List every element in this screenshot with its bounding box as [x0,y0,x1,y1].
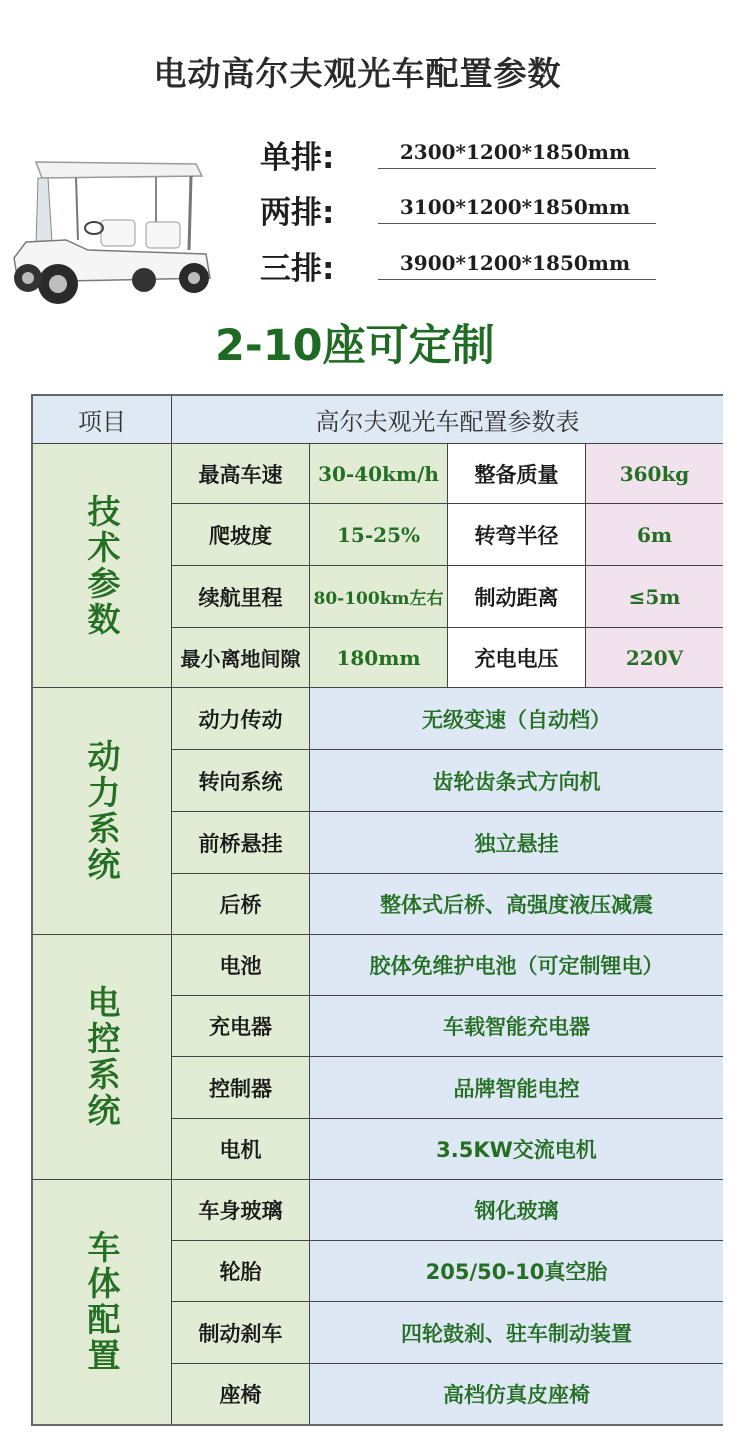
spec-value: 无级变速（自动档） [310,688,723,750]
spec-label: 动力传动 [172,688,310,750]
spec-label: 转向系统 [172,750,310,812]
spec-value: 3.5KW交流电机 [310,1119,723,1180]
spec-label: 电池 [172,935,310,996]
size-underline [378,168,656,169]
spec-value: 四轮鼓刹、驻车制动装置 [310,1302,723,1364]
spec-value: 高档仿真皮座椅 [310,1364,723,1424]
spec-label: 最高车速 [172,444,310,504]
spec-value: 齿轮齿条式方向机 [310,750,723,812]
spec-value: 独立悬挂 [310,812,723,874]
spec-value: 205/50-10真空胎 [310,1241,723,1302]
spec-value: ≤5m [586,566,723,628]
spec-value: 胶体免维护电池（可定制锂电） [310,935,723,996]
size-label: 三排: [260,251,335,287]
golf-cart-image [6,150,216,310]
spec-value: 车载智能充电器 [310,996,723,1057]
size-label: 两排: [260,195,335,231]
size-row-single [260,132,660,176]
spec-label: 车身玻璃 [172,1180,310,1241]
size-row-triple [260,243,660,287]
spec-label: 充电器 [172,996,310,1057]
spec-label: 轮胎 [172,1241,310,1302]
spec-label: 前桥悬挂 [172,812,310,874]
spec-label: 制动刹车 [172,1302,310,1364]
spec-value: 品牌智能电控 [310,1057,723,1119]
spec-value: 80-100km左右 [310,566,448,628]
header-item: 项目 [33,396,172,444]
category-power: 动力系统 [33,688,172,935]
size-underline [378,223,656,224]
size-value: 2300*1200*1850mm [399,140,631,164]
spec-value: 钢化玻璃 [310,1180,723,1241]
spec-label: 后桥 [172,874,310,935]
seats-heading: 2-10座可定制 [215,321,495,371]
spec-label: 整备质量 [448,444,586,504]
spec-value: 6m [586,504,723,566]
spec-label: 控制器 [172,1057,310,1119]
config-table [31,394,723,1426]
spec-label: 充电电压 [448,628,586,688]
size-underline [378,279,656,280]
spec-value: 整体式后桥、高强度液压减震 [310,874,723,935]
spec-value: 15-25% [310,504,448,566]
spec-label: 最小离地间隙 [172,628,310,688]
spec-label: 座椅 [172,1364,310,1424]
page-title: 电动高尔夫观光车配置参数 [153,54,562,93]
spec-label: 续航里程 [172,566,310,628]
size-label: 单排: [260,140,335,176]
header-title: 高尔夫观光车配置参数表 [172,396,723,444]
spec-label: 电机 [172,1119,310,1180]
spec-label: 爬坡度 [172,504,310,566]
category-body: 车体配置 [33,1180,172,1424]
spec-value: 220V [586,628,723,688]
size-row-double [260,187,660,231]
spec-label: 制动距离 [448,566,586,628]
spec-value: 30-40km/h [310,444,448,504]
spec-value: 180mm [310,628,448,688]
category-tech: 技术参数 [33,444,172,688]
spec-label: 转弯半径 [448,504,586,566]
spec-value: 360kg [586,444,723,504]
size-value: 3100*1200*1850mm [399,195,631,219]
size-value: 3900*1200*1850mm [399,251,631,275]
category-electric: 电控系统 [33,935,172,1180]
